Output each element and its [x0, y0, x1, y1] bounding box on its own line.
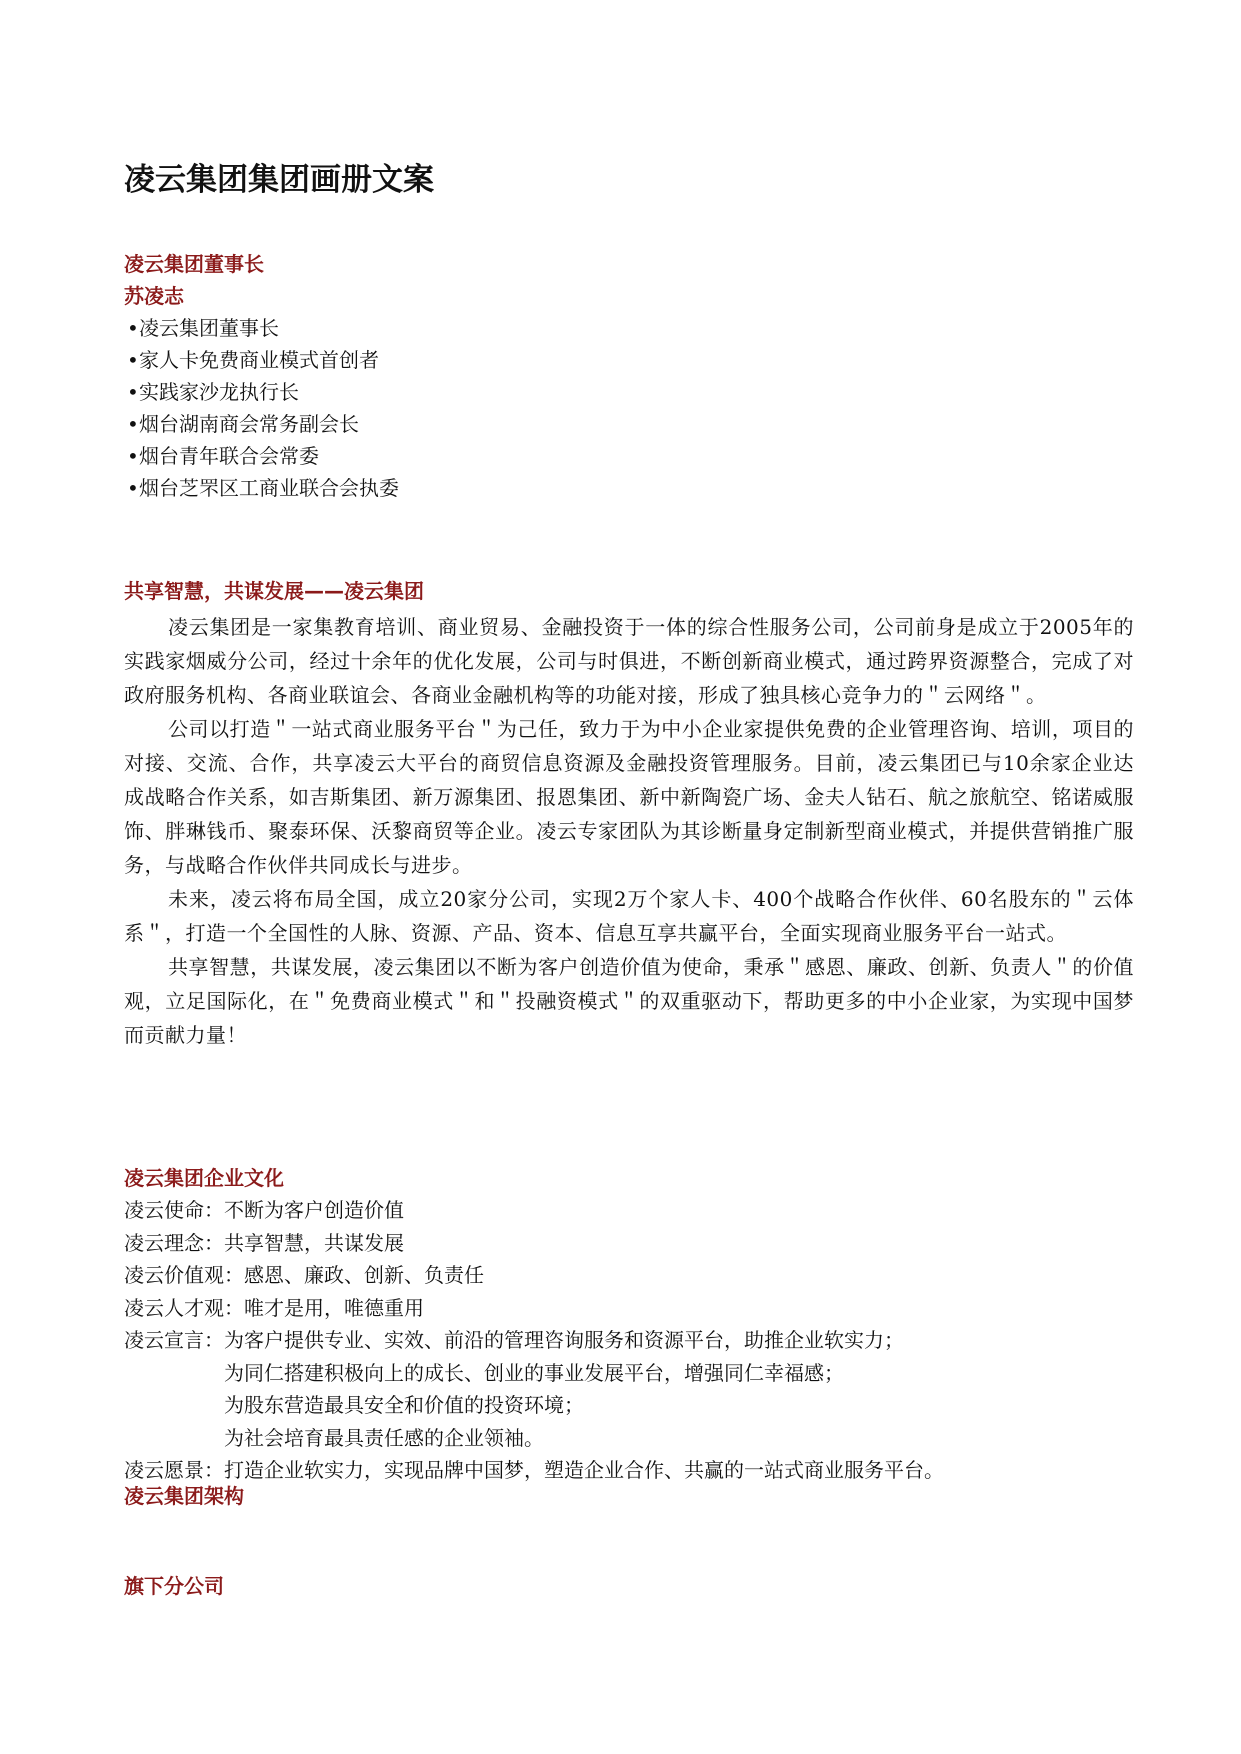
culture-value: 感恩、廉政、创新、负责任: [244, 1263, 484, 1287]
vision-key: 凌云愿景：: [124, 1458, 224, 1482]
bullet-icon: •: [127, 412, 139, 436]
culture-section: [124, 1162, 1134, 1487]
culture-value: 不断为客户创造价值: [224, 1198, 404, 1222]
manifesto-key: 凌云宣言：: [124, 1328, 224, 1352]
manifesto-lines: [224, 1324, 904, 1454]
chairman-name: 苏凌志: [124, 284, 184, 308]
about-paragraph: 共享智慧，共谋发展，凌云集团以不断为客户创造价值为使命，秉承＂感恩、廉政、创新、负责人＂的价值观，立足国际化，在＂免费商业模式＂和＂投融资模式＂的双重驱动下，帮助更多的中小企业家，为实现中国梦而贡献力量！: [124, 955, 1134, 1047]
bullet-icon: •: [127, 380, 139, 404]
bullet-icon: •: [127, 316, 139, 340]
culture-item: [124, 1259, 1134, 1292]
culture-key: 凌云使命：: [124, 1198, 224, 1222]
culture-vision: [124, 1454, 1134, 1487]
culture-item: [124, 1227, 1134, 1260]
branches-heading: 旗下分公司: [124, 1574, 224, 1598]
role-item: [124, 440, 1134, 472]
role-item: [124, 472, 1134, 504]
culture-key: 凌云价值观：: [124, 1263, 244, 1287]
manifesto-line: 为社会培育最具责任感的企业领袖。: [224, 1425, 544, 1450]
chairman-roles-list: [124, 312, 1134, 504]
role-text: 烟台芝罘区工商业联合会执委: [139, 476, 399, 500]
role-item: [124, 408, 1134, 440]
role-text: 实践家沙龙执行长: [139, 380, 299, 404]
culture-value: 唯才是用，唯德重用: [244, 1295, 424, 1320]
culture-item: [124, 1194, 1134, 1227]
bullet-icon: •: [127, 348, 139, 372]
about-paragraph: 未来，凌云将布局全国，成立20家分公司，实现2万个家人卡、400个战略合作伙伴、60名股东的＂云体系＂，打造一个全国性的人脉、资源、产品、资本、信息互享共赢平台，全面实现商业服务平台一站式。: [124, 887, 1134, 945]
structure-heading: 凌云集团架构: [124, 1484, 244, 1508]
culture-manifesto: [124, 1324, 1134, 1454]
bullet-icon: •: [127, 476, 139, 500]
bullet-icon: •: [127, 444, 139, 468]
about-paragraph: 公司以打造＂一站式商业服务平台＂为己任，致力于为中小企业家提供免费的企业管理咨询、培训，项目的对接、交流、合作，共享凌云大平台的商贸信息资源及金融投资管理服务。目前，凌云集团已与10余家企业达成战略合作关系，如吉斯集团、新万源集团、报恩集团、新中新陶瓷广场、金夫人钻石、航之旅航空、铭诺威服饰、胖琳钱币、聚泰环保、沃黎商贸等企业。凌云专家团队为其诊断量身定制新型商业模式，并提供营销推广服务，与战略合作伙伴共同成长与进步。: [124, 717, 1134, 877]
role-text: 凌云集团董事长: [139, 316, 279, 340]
structure-section: [124, 1480, 244, 1512]
about-paragraph: 凌云集团是一家集教育培训、商业贸易、金融投资于一体的综合性服务公司，公司前身是成立于2005年的实践家烟威分公司，经过十余年的优化发展，公司与时俱进，不断创新商业模式，通过跨界资源整合，完成了对政府服务机构、各商业联谊会、各商业金融机构等的功能对接，形成了独具核心竞争力的＂云网络＂。: [124, 615, 1134, 707]
chairman-section: [124, 248, 1134, 504]
manifesto-line: 为客户提供专业、实效、前沿的管理咨询服务和资源平台，助推企业软实力；: [224, 1328, 904, 1352]
culture-heading: 凌云集团企业文化: [124, 1166, 284, 1190]
about-section: [124, 574, 1134, 1052]
role-text: 烟台青年联合会常委: [139, 444, 319, 468]
culture-item: [124, 1292, 1134, 1325]
branches-section: [124, 1570, 224, 1602]
role-item: [124, 312, 1134, 344]
culture-key: 凌云理念：: [124, 1230, 224, 1255]
vision-value: 打造企业软实力，实现品牌中国梦，塑造企业合作、共赢的一站式商业服务平台。: [224, 1458, 944, 1482]
role-item: [124, 344, 1134, 376]
manifesto-line: 为同仁搭建积极向上的成长、创业的事业发展平台，增强同仁幸福感；: [224, 1360, 844, 1385]
role-text: 家人卡免费商业模式首创者: [139, 348, 379, 372]
document-title: 凌云集团集团画册文案: [124, 162, 434, 198]
about-heading: 共享智慧，共谋发展——凌云集团: [124, 579, 424, 603]
culture-value: 共享智慧，共谋发展: [224, 1230, 404, 1255]
role-text: 烟台湖南商会常务副会长: [139, 412, 359, 436]
manifesto-line: 为股东营造最具安全和价值的投资环境；: [224, 1393, 584, 1417]
chairman-heading: 凌云集团董事长: [124, 252, 264, 276]
culture-key: 凌云人才观：: [124, 1295, 244, 1320]
role-item: [124, 376, 1134, 408]
